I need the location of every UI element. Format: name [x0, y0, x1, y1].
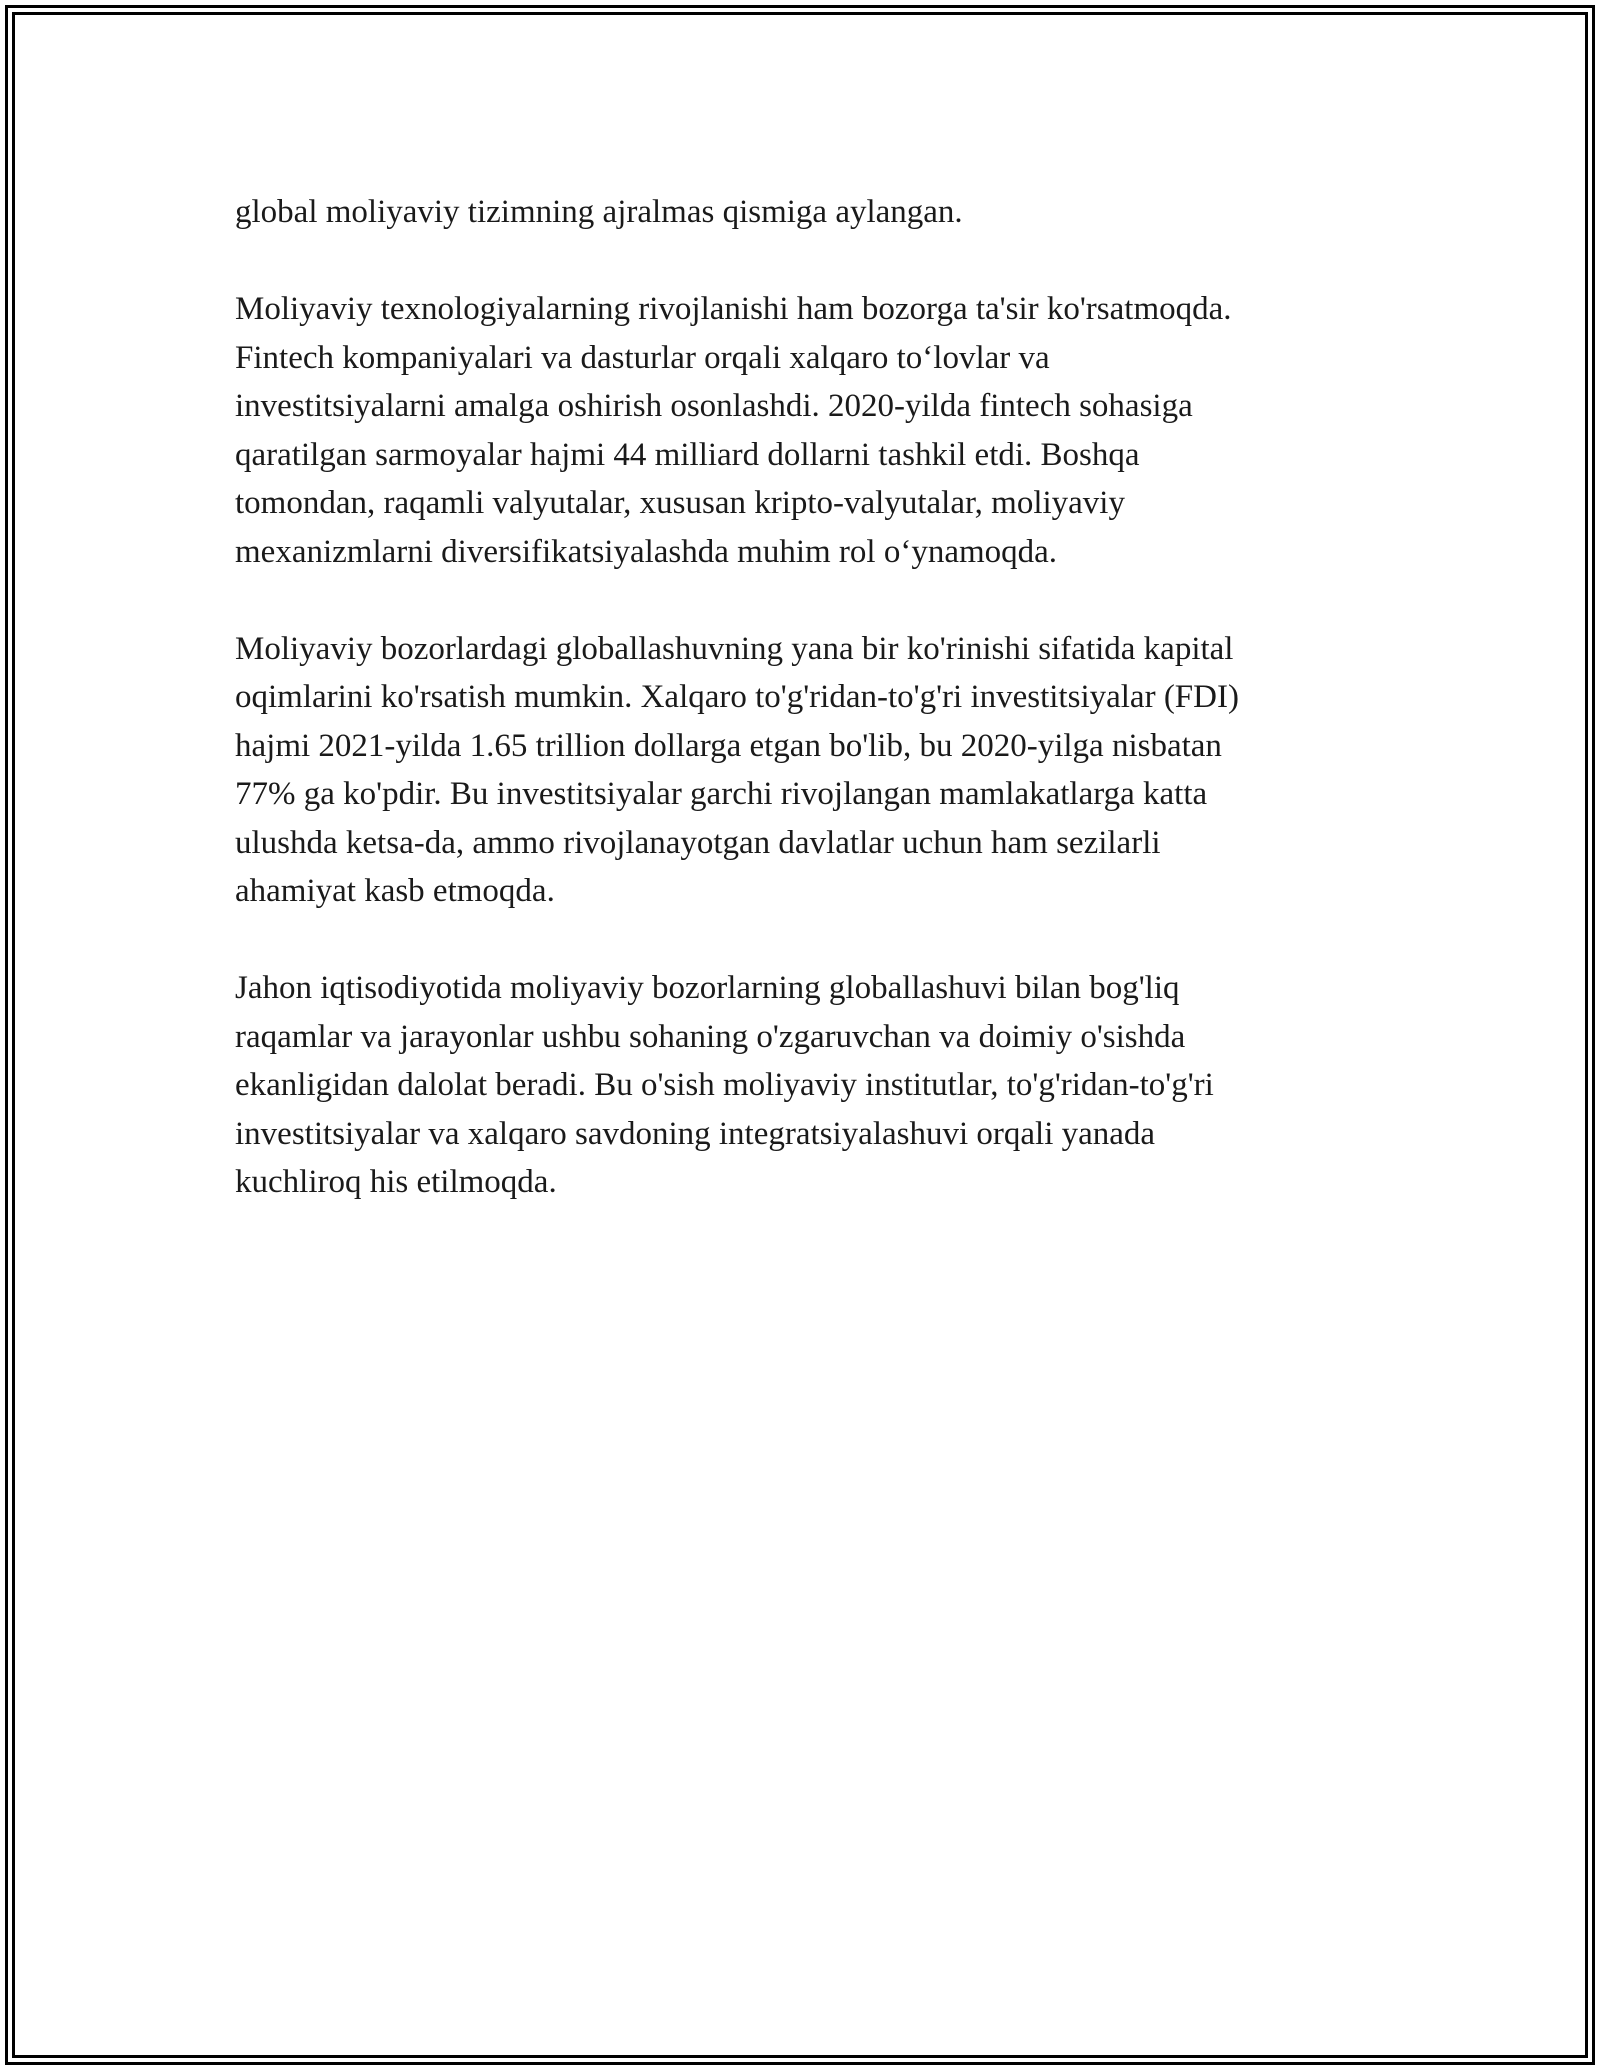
text-line: ekanligidan dalolat beradi. Bu o'sish moliyaviy institutlar, to'g'ridan-to'g'ri [235, 1067, 1214, 1103]
text-line: global moliyaviy tizimning ajralmas qismiga aylangan. [235, 194, 963, 230]
text-line: ahamiyat kasb etmoqda. [235, 873, 555, 909]
text-line: kuchliroq his etilmoqda. [235, 1164, 557, 1200]
text-line: tomondan, raqamli valyutalar, xususan kripto-valyutalar, moliyaviy [235, 485, 1125, 521]
text-line: Moliyaviy bozorlardagi globallashuvning yana bir ko'rinishi sifatida kapital [235, 630, 1234, 667]
text-line: Moliyaviy texnologiyalarning rivojlanishi ham bozorga ta'sir ko'rsatmoqda. [235, 291, 1232, 327]
text-line: Jahon iqtisodiyotida moliyaviy bozorlarning globallashuvi bilan bog'liq [235, 970, 1180, 1006]
text-line: ulushda ketsa-da, ammo rivojlanayotgan davlatlar uchun ham sezilarli [235, 824, 1161, 861]
text-line: mexanizmlarni diversifikatsiyalashda muhim rol o‘ynamoqda. [235, 533, 1058, 570]
text-line: Fintech kompaniyalari va dasturlar orqali xalqaro to‘lovlar va [235, 339, 1050, 376]
text-line: raqamlar va jarayonlar ushbu sohaning o'zgaruvchan va doimiy o'sishda [235, 1018, 1186, 1055]
text-line: 77% ga ko'pdir. Bu investitsiyalar garchi rivojlangan mamlakatlarga katta [235, 776, 1208, 812]
paragraph-1 [235, 188, 1375, 237]
text-line: oqimlarini ko'rsatish mumkin. Xalqaro to'g'ridan-to'g'ri investitsiyalar (FDI) [235, 679, 1239, 715]
text-line: hajmi 2021-yilda 1.65 trillion dollarga etgan bo'lib, bu 2020-yilga nisbatan [235, 727, 1222, 764]
document-body [235, 188, 1375, 1255]
paragraph-2 [235, 285, 1375, 576]
text-line: qaratilgan sarmoyalar hajmi 44 milliard dollarni tashkil etdi. Boshqa [235, 436, 1140, 473]
paragraph-3 [235, 625, 1375, 916]
paragraph-4 [235, 964, 1375, 1207]
text-line: investitsiyalarni amalga oshirish osonlashdi. 2020-yilda fintech sohasiga [235, 388, 1193, 424]
text-line: investitsiyalar va xalqaro savdoning integratsiyalashuvi orqali yanada [235, 1115, 1156, 1152]
